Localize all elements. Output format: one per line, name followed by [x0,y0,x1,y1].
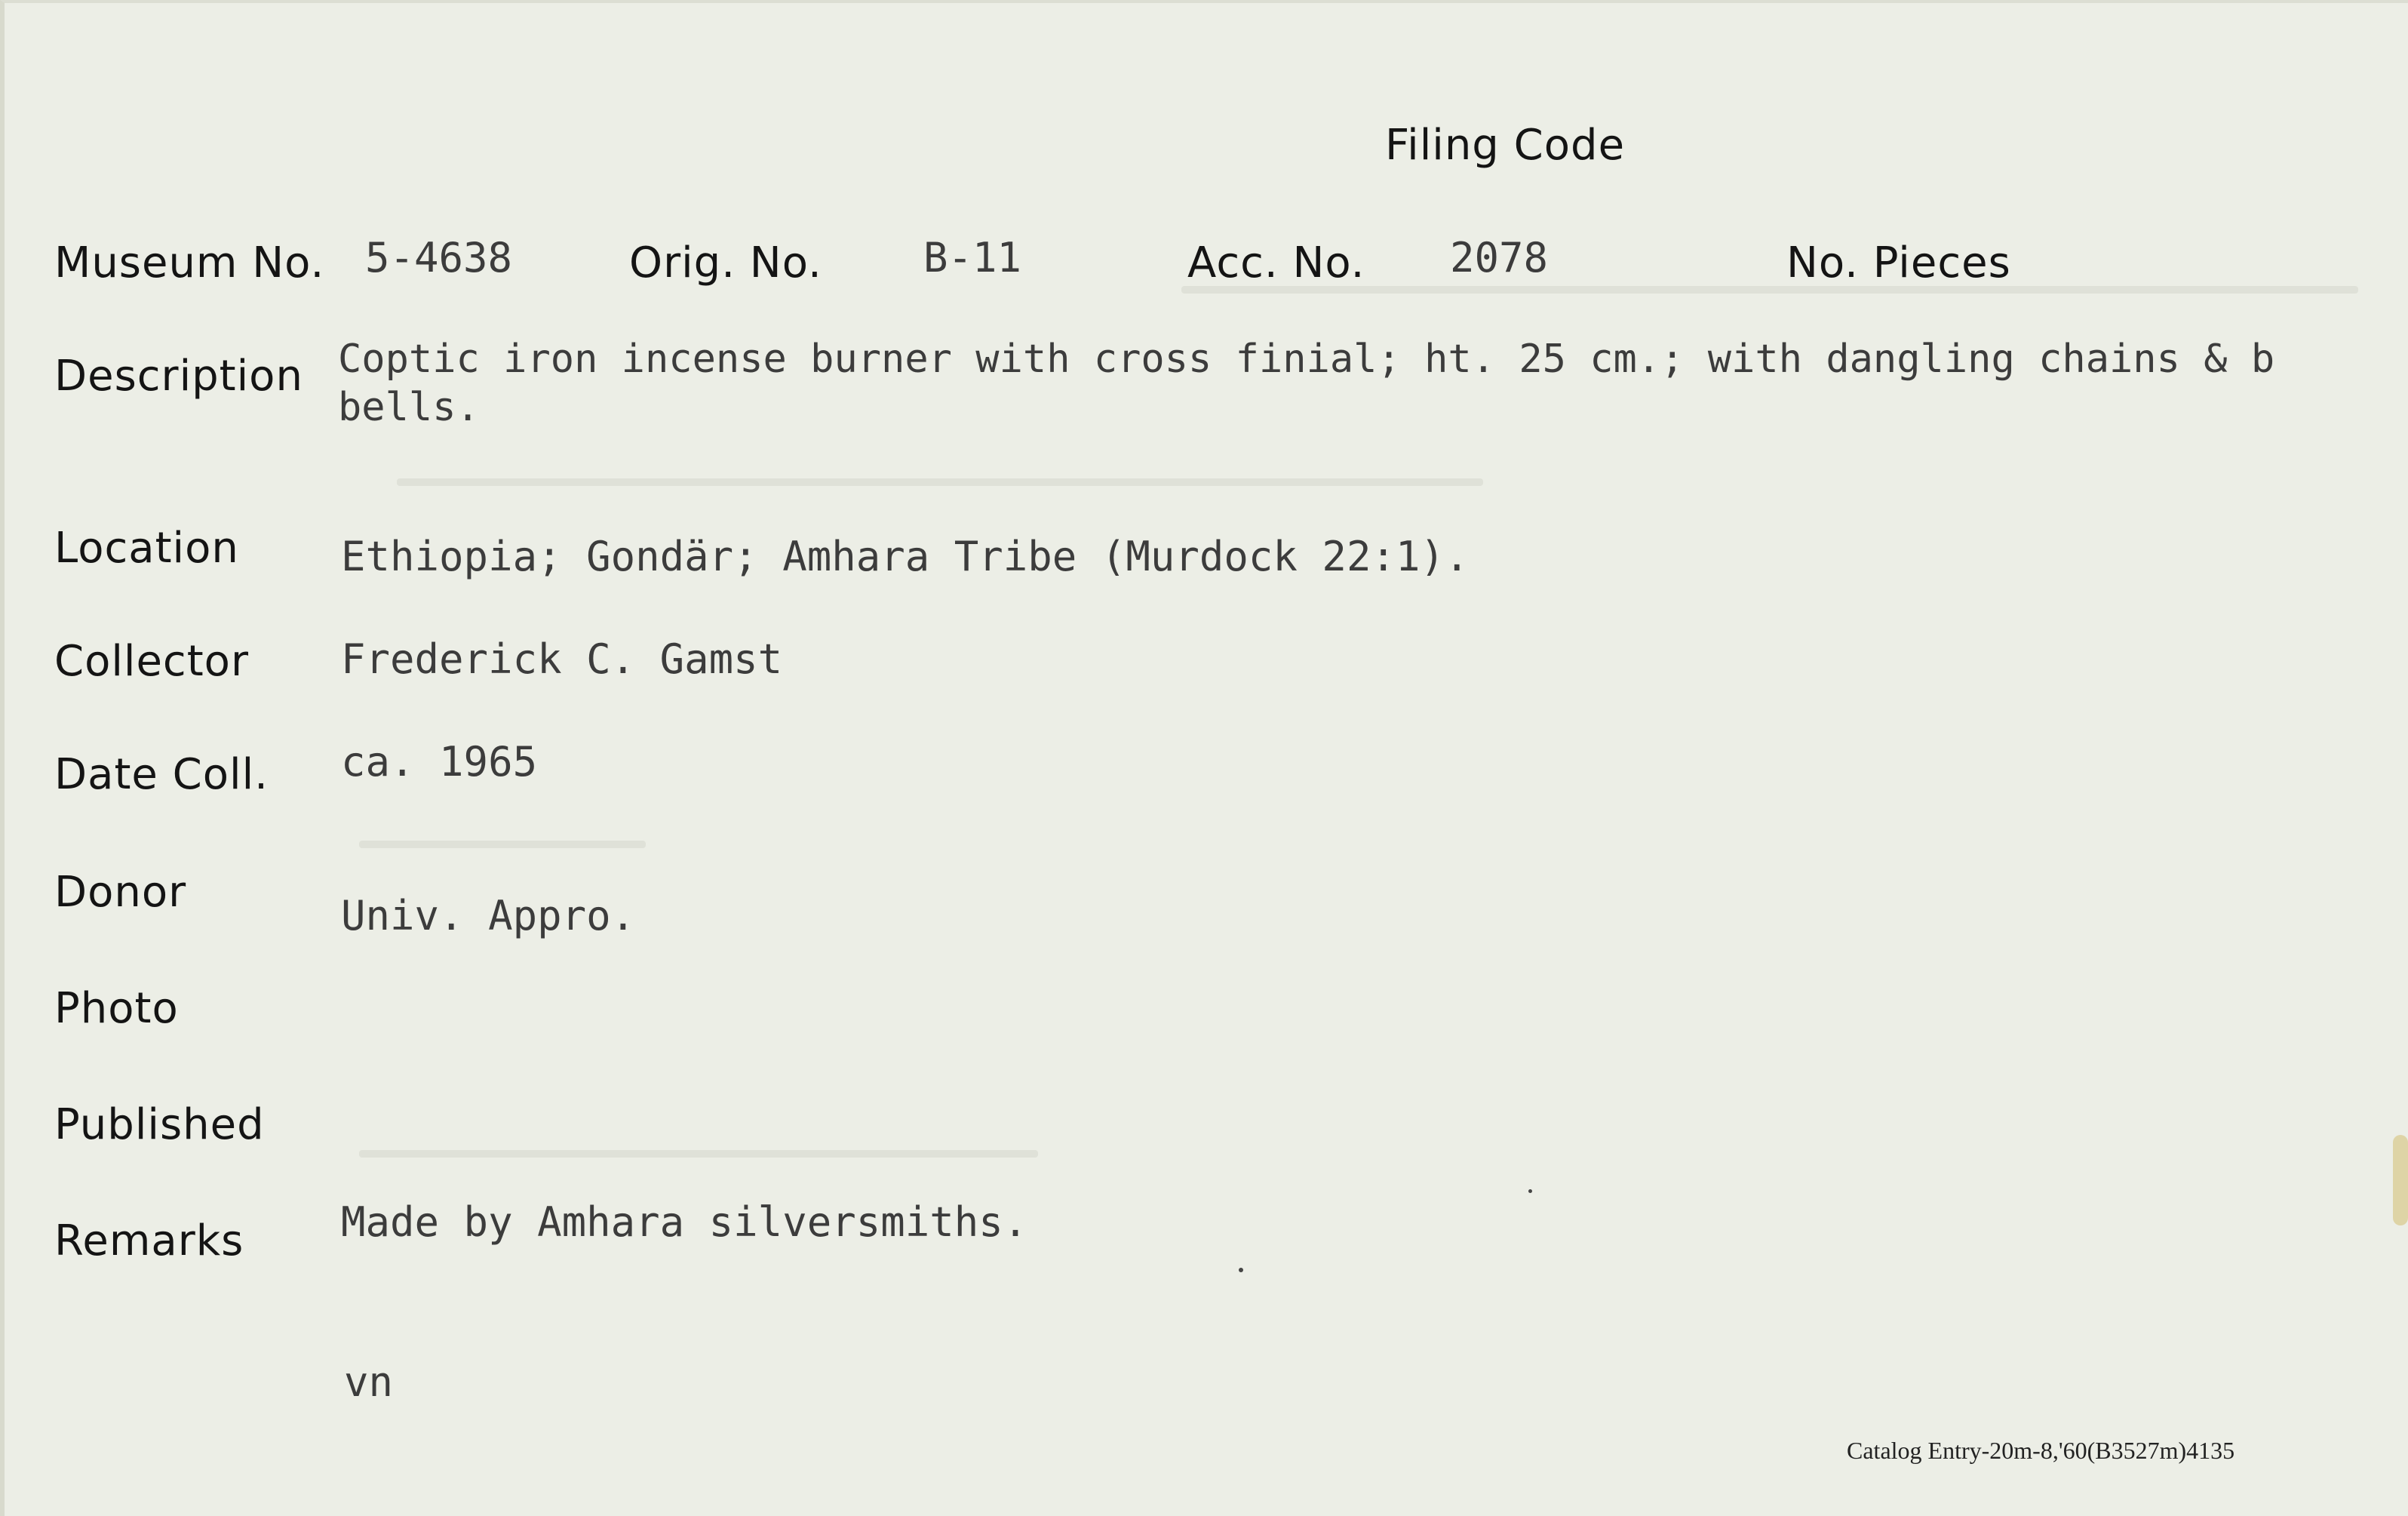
edge-stain [2393,1135,2408,1225]
filing-code-label: Filing Code [1385,121,1626,170]
catalog-entry-imprint: Catalog Entry-20m-8,'60(B3527m)4135 [1847,1437,2235,1464]
description-label: Description [54,352,303,401]
show-through-mark [359,841,646,848]
donor-value: Univ. Appro. [341,892,636,939]
paper-speck [1528,1189,1532,1193]
date-coll-value: ca. 1965 [341,738,538,786]
location-label: Location [54,524,239,573]
photo-label: Photo [54,984,179,1033]
date-coll-label: Date Coll. [54,750,269,799]
paper-speck [1239,1268,1243,1272]
typist-initials: vn [344,1358,394,1406]
orig-no-value: B-11 [923,234,1022,281]
acc-no-value: 2078 [1450,234,1549,281]
donor-label: Donor [54,868,187,917]
show-through-mark [359,1150,1038,1158]
description-line-2: bells. [338,385,480,430]
remarks-value: Made by Amhara silversmiths. [341,1198,1028,1246]
description-line-1: Coptic iron incense burner with cross finial; ht. 25 cm.; with dangling chains & b [338,337,2275,382]
collector-value: Frederick C. Gamst [341,635,783,683]
location-value: Ethiopia; Gondär; Amhara Tribe (Murdock 22:1). [341,533,1470,580]
show-through-mark [397,478,1483,486]
acc-no-label: Acc. No. [1187,238,1365,288]
museum-no-label: Museum No. [54,238,325,288]
collector-label: Collector [54,637,249,686]
orig-no-label: Orig. No. [629,238,822,288]
museum-no-value: 5-4638 [365,234,513,281]
no-pieces-label: No. Pieces [1786,238,2011,288]
remarks-label: Remarks [54,1216,244,1265]
published-label: Published [54,1100,265,1149]
